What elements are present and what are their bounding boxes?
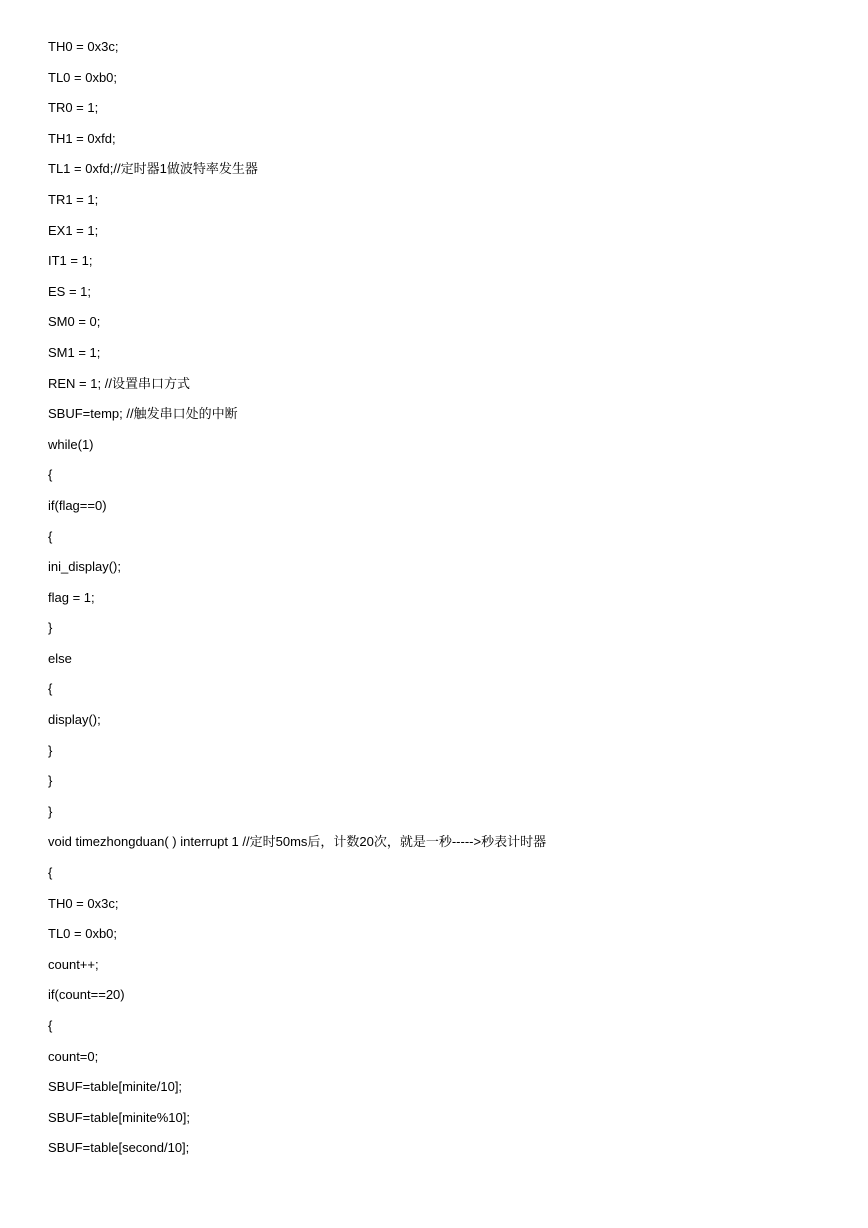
code-line: TR1 = 1; <box>48 191 99 207</box>
code-line: TL0 = 0xb0; <box>48 69 118 85</box>
code-line: SBUF=table[minite/10]; <box>48 1079 183 1095</box>
code-line: } <box>48 773 53 789</box>
code-line: SBUF=temp; //触发串口处的中断 <box>48 406 238 422</box>
code-line: } <box>48 803 53 819</box>
code-line: TR0 = 1; <box>48 100 99 116</box>
code-line: flag = 1; <box>48 589 95 605</box>
code-line: } <box>48 620 53 636</box>
code-line: EX1 = 1; <box>48 222 99 238</box>
code-line: } <box>48 742 53 758</box>
code-line: if(count==20) <box>48 987 125 1003</box>
code-line: SBUF=table[second/10]; <box>48 1140 190 1156</box>
code-line: ES = 1; <box>48 283 91 299</box>
code-line: display(); <box>48 712 101 728</box>
code-line: REN = 1; //设置串口方式 <box>48 375 190 391</box>
code-line: { <box>48 528 53 544</box>
code-line: void timezhongduan( ) interrupt 1 //定时50ms后，计数20次，就是一秒----->秒表计时器 <box>48 834 547 850</box>
code-line: TH1 = 0xfd; <box>48 130 116 146</box>
code-line: TL0 = 0xb0; <box>48 926 118 942</box>
code-line: SM1 = 1; <box>48 344 101 360</box>
code-line: else <box>48 650 72 666</box>
code-line: IT1 = 1; <box>48 253 93 269</box>
code-line: count=0; <box>48 1048 99 1064</box>
code-listing <box>48 36 546 1168</box>
code-line: SBUF=table[minite%10]; <box>48 1109 190 1125</box>
code-line: while(1) <box>48 436 94 452</box>
code-line: { <box>48 467 53 483</box>
code-line: TH0 = 0x3c; <box>48 895 119 911</box>
code-line: TL1 = 0xfd;//定时器1做波特率发生器 <box>48 161 258 177</box>
code-line: { <box>48 865 53 881</box>
code-line: SM0 = 0; <box>48 314 101 330</box>
code-line: TH0 = 0x3c; <box>48 39 119 54</box>
code-line: ini_display(); <box>48 559 121 575</box>
code-line: if(flag==0) <box>48 497 107 513</box>
code-line: count++; <box>48 956 99 972</box>
code-line: { <box>48 1018 53 1033</box>
code-line: { <box>48 681 53 697</box>
